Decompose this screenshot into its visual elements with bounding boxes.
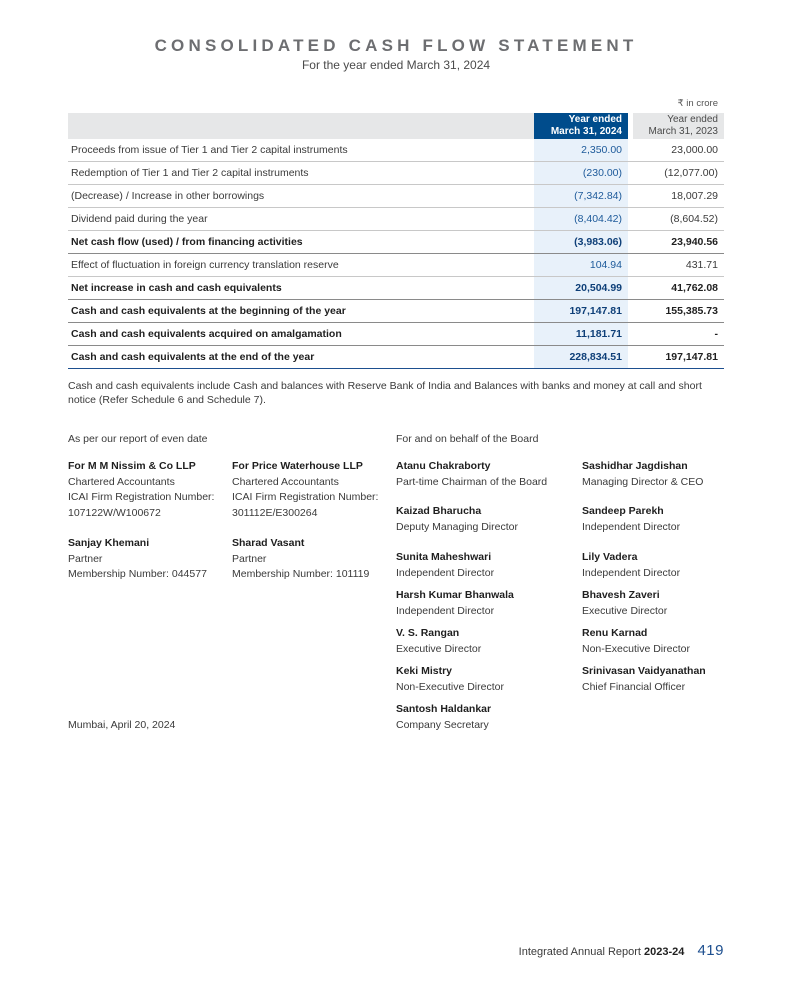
table-row-total — [68, 231, 724, 254]
member-name: Keki Mistry — [396, 665, 453, 677]
page-number: 419 — [697, 942, 724, 959]
header-current-year: Year ended March 31, 2024 — [534, 113, 628, 139]
row-current-value: (230.00) — [534, 162, 628, 185]
row-previous-value: (8,604.52) — [633, 208, 724, 231]
board-member — [582, 459, 703, 490]
table-row — [68, 208, 724, 231]
member-name: Sunita Maheshwari — [396, 551, 492, 563]
row-previous-value: 41,762.08 — [633, 277, 724, 300]
board-member — [396, 550, 494, 581]
member-name: Santosh Haldankar — [396, 703, 492, 715]
row-label: Redemption of Tier 1 and Tier 2 capital instruments — [68, 162, 534, 185]
partner-role: Partner — [68, 552, 103, 565]
row-previous-value: 431.71 — [633, 254, 724, 277]
member-role: Chief Financial Officer — [582, 680, 686, 693]
partner-role: Partner — [232, 552, 267, 565]
board-member — [582, 626, 690, 657]
firm-reg-number: 301112E/E300264 — [232, 506, 318, 519]
table-row — [68, 254, 724, 277]
cash-flow-table — [68, 113, 724, 369]
board-member — [396, 588, 514, 619]
row-previous-value: 197,147.81 — [633, 346, 724, 369]
board-member — [582, 664, 706, 695]
member-role: Part-time Chairman of the Board — [396, 475, 548, 488]
row-label: (Decrease) / Increase in other borrowings — [68, 185, 534, 208]
row-label: Cash and cash equivalents at the beginning of the year — [68, 300, 534, 323]
table-header-row — [68, 113, 724, 139]
row-previous-value: 23,000.00 — [633, 139, 724, 162]
header-label-cell — [68, 113, 534, 139]
auditor-firm-1 — [68, 459, 228, 583]
board-member — [396, 504, 518, 535]
member-name: Kaizad Bharucha — [396, 505, 482, 517]
row-label: Dividend paid during the year — [68, 208, 534, 231]
row-current-value: 104.94 — [534, 254, 628, 277]
auditor-firm-2 — [232, 459, 392, 583]
member-name: Harsh Kumar Bhanwala — [396, 589, 514, 601]
board-member — [582, 550, 680, 581]
row-current-value: (8,404.42) — [534, 208, 628, 231]
page-subtitle: For the year ended March 31, 2024 — [301, 58, 491, 72]
partner-name: Sanjay Khemani — [68, 537, 150, 549]
place-date: Mumbai, April 20, 2024 — [68, 719, 176, 731]
auditor-lead: As per our report of even date — [68, 433, 208, 445]
page-footer — [400, 942, 724, 959]
member-name: Srinivasan Vaidyanathan — [582, 665, 706, 677]
table-row-total — [68, 300, 724, 323]
row-previous-value: (12,077.00) — [633, 162, 724, 185]
row-label: Cash and cash equivalents acquired on amalgamation — [68, 323, 534, 346]
row-current-value: 20,504.99 — [534, 277, 628, 300]
row-current-value: 2,350.00 — [534, 139, 628, 162]
member-name: Atanu Chakraborty — [396, 460, 491, 472]
member-role: Independent Director — [582, 520, 681, 533]
firm-type: Chartered Accountants — [68, 475, 175, 488]
row-current-value: 11,181.71 — [534, 323, 628, 346]
row-label: Proceeds from issue of Tier 1 and Tier 2 capital instruments — [68, 139, 534, 162]
table-row-total — [68, 323, 724, 346]
firm-reg-label: ICAI Firm Registration Number: — [68, 491, 215, 503]
membership-number: Membership Number: 044577 — [68, 568, 207, 580]
board-member — [582, 504, 680, 535]
member-name: Renu Karnad — [582, 627, 648, 639]
page-title: CONSOLIDATED CASH FLOW STATEMENT — [154, 36, 638, 55]
firm-reg-number: 107122W/W100672 — [68, 506, 161, 519]
row-label: Net cash flow (used) / from financing activities — [68, 231, 534, 254]
firm-type: Chartered Accountants — [232, 475, 339, 488]
member-role: Managing Director & CEO — [582, 475, 704, 488]
member-name: V. S. Rangan — [396, 627, 460, 639]
board-lead: For and on behalf of the Board — [396, 433, 539, 445]
member-role: Non-Executive Director — [396, 680, 504, 693]
member-name: Bhavesh Zaveri — [582, 589, 660, 601]
firm-name: For Price Waterhouse LLP — [232, 460, 363, 472]
table-row-total — [68, 346, 724, 369]
member-name: Lily Vadera — [582, 551, 638, 563]
member-role: Deputy Managing Director — [396, 520, 518, 533]
row-current-value: (3,983.06) — [534, 231, 628, 254]
member-role: Non-Executive Director — [582, 642, 690, 655]
board-member — [396, 702, 491, 733]
report-name: Integrated Annual Report — [518, 946, 641, 958]
board-member — [396, 664, 504, 695]
table-row — [68, 162, 724, 185]
member-role: Independent Director — [396, 604, 495, 617]
member-name: Sashidhar Jagdishan — [582, 460, 688, 472]
partner-name: Sharad Vasant — [232, 537, 305, 549]
member-role: Independent Director — [582, 566, 681, 579]
member-role: Company Secretary — [396, 718, 489, 731]
row-current-value: 228,834.51 — [534, 346, 628, 369]
membership-number: Membership Number: 101119 — [232, 568, 370, 580]
report-year: 2023-24 — [644, 946, 685, 958]
member-role: Independent Director — [396, 566, 495, 579]
table-row — [68, 139, 724, 162]
header-previous-year: Year ended March 31, 2023 — [633, 113, 724, 139]
member-role: Executive Director — [396, 642, 482, 655]
row-label: Effect of fluctuation in foreign currency translation reserve — [68, 254, 534, 277]
unit-label: ₹ in crore — [677, 98, 718, 109]
board-member — [396, 626, 481, 657]
row-previous-value: 23,940.56 — [633, 231, 724, 254]
board-member — [396, 459, 547, 490]
row-previous-value: 155,385.73 — [633, 300, 724, 323]
member-name: Sandeep Parekh — [582, 505, 664, 517]
row-label: Cash and cash equivalents at the end of the year — [68, 346, 534, 369]
row-previous-value: 18,007.29 — [633, 185, 724, 208]
member-role: Executive Director — [582, 604, 668, 617]
firm-name: For M M Nissim & Co LLP — [68, 460, 196, 472]
table-row-total — [68, 277, 724, 300]
firm-reg-label: ICAI Firm Registration Number: — [232, 491, 379, 503]
row-current-value: 197,147.81 — [534, 300, 628, 323]
row-previous-value: - — [633, 323, 724, 346]
board-member — [582, 588, 667, 619]
footnote: Cash and cash equivalents include Cash and balances with Reserve Bank of India and Balances with banks and money at call and short notice (Refer Schedule 6 and Schedule 7). — [68, 380, 702, 406]
row-current-value: (7,342.84) — [534, 185, 628, 208]
row-label: Net increase in cash and cash equivalents — [68, 277, 534, 300]
table-row — [68, 185, 724, 208]
